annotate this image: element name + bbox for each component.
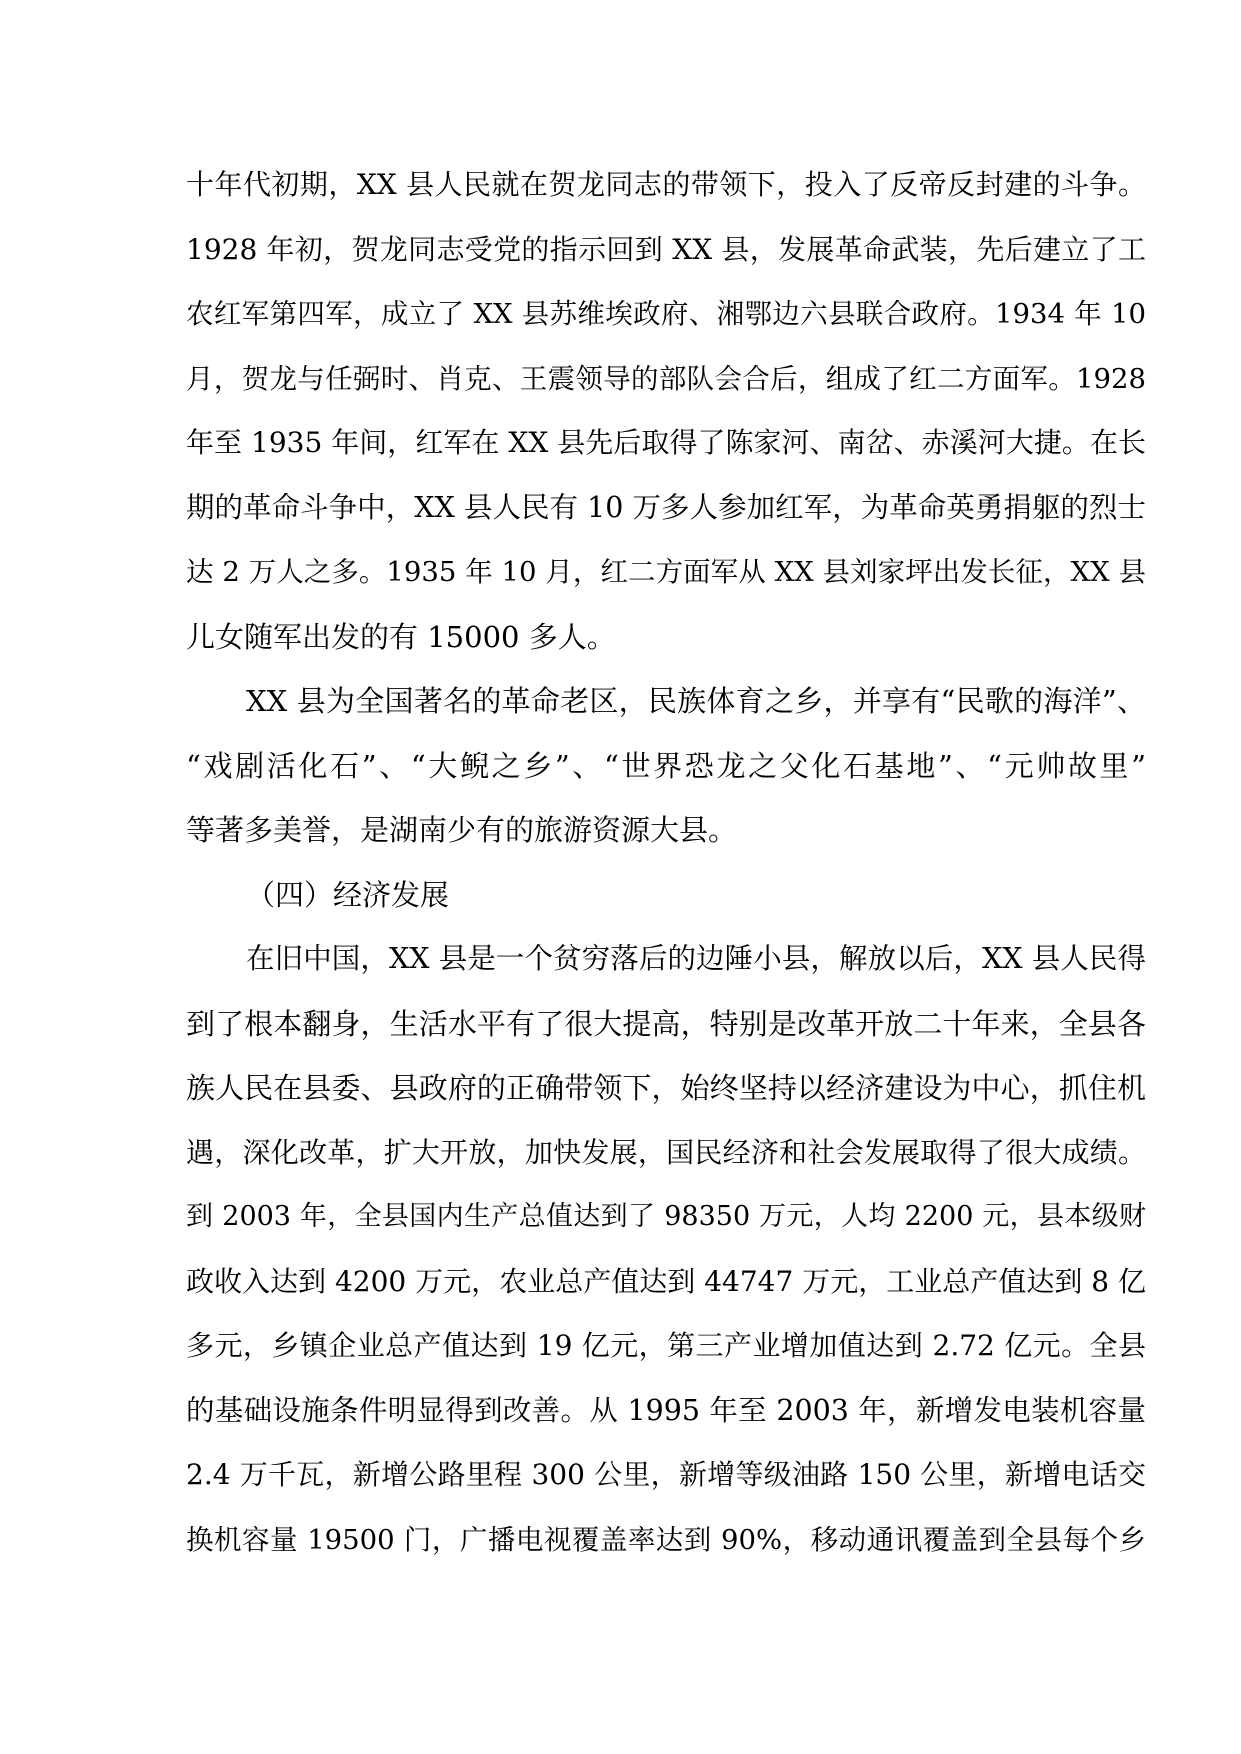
text-line: 在旧中国，XX 县是一个贫穷落后的边陲小县，解放以后，XX 县人民得: [246, 942, 1146, 975]
text-line: 到了根本翻身，生活水平有了很大提高，特别是改革开放二十年来，全县各: [186, 1007, 1146, 1041]
text-line: 政收入达到 4200 万元，农业总产值达到 44747 万元，工业总产值达到 8 亿: [186, 1265, 1146, 1298]
text-line: 的基础设施条件明显得到改善。从 1995 年至 2003 年，新增发电装机容量: [186, 1394, 1146, 1427]
text-line: 年至 1935 年间，红军在 XX 县先后取得了陈家河、南岔、赤溪河大捷。在长: [186, 426, 1146, 459]
text-line: 族人民在县委、县政府的正确带领下，始终坚持以经济建设为中心，抓住机: [186, 1071, 1146, 1105]
text-line: 期的革命斗争中，XX 县人民有 10 万多人参加红军，为革命英勇捐躯的烈士: [186, 491, 1146, 524]
text-line: 等著多美誉，是湖南少有的旅游资源大县。: [186, 813, 738, 847]
text-line: 达 2 万人之多。1935 年 10 月，红二方面军从 XX 县刘家坪出发长征，XX 县: [186, 556, 1146, 588]
text-line: XX 县为全国著名的革命老区，民族体育之乡，并享有“民歌的海洋”、: [246, 684, 1146, 718]
section-heading: （四）经济发展: [246, 878, 450, 912]
text-line: 农红军第四军，成立了 XX 县苏维埃政府、湘鄂边六县联合政府。1934 年 10: [186, 298, 1146, 330]
text-line: 十年代初期，XX 县人民就在贺龙同志的带领下，投入了反帝反封建的斗争。: [186, 168, 1146, 201]
text-line: 1928 年初，贺龙同志受党的指示回到 XX 县，发展革命武装，先后建立了工: [186, 233, 1146, 266]
text-line: 到 2003 年，全县国内生产总值达到了 98350 万元，人均 2200 元，县本级财: [186, 1201, 1146, 1232]
text-line: 遇，深化改革，扩大开放，加快发展，国民经济和社会发展取得了很大成绩。: [186, 1136, 1146, 1169]
text-line: 2.4 万千瓦，新增公路里程 300 公里，新增等级油路 150 公里，新增电话交: [186, 1458, 1146, 1491]
text-line: 月，贺龙与任弼时、肖克、王震领导的部队会合后，组成了红二方面军。1928: [186, 363, 1146, 395]
text-line: 多元，乡镇企业总产值达到 19 亿元，第三产业增加值达到 2.72 亿元。全县: [186, 1329, 1146, 1362]
text-line: “戏剧活化石”、“大鲵之乡”、“世界恐龙之父化石基地”、“元帅故里”: [186, 749, 1146, 783]
text-line: 换机容量 19500 门，广播电视覆盖率达到 90%，移动通讯覆盖到全县每个乡: [186, 1524, 1146, 1556]
text-line: 儿女随军出发的有 15000 多人。: [186, 620, 616, 654]
